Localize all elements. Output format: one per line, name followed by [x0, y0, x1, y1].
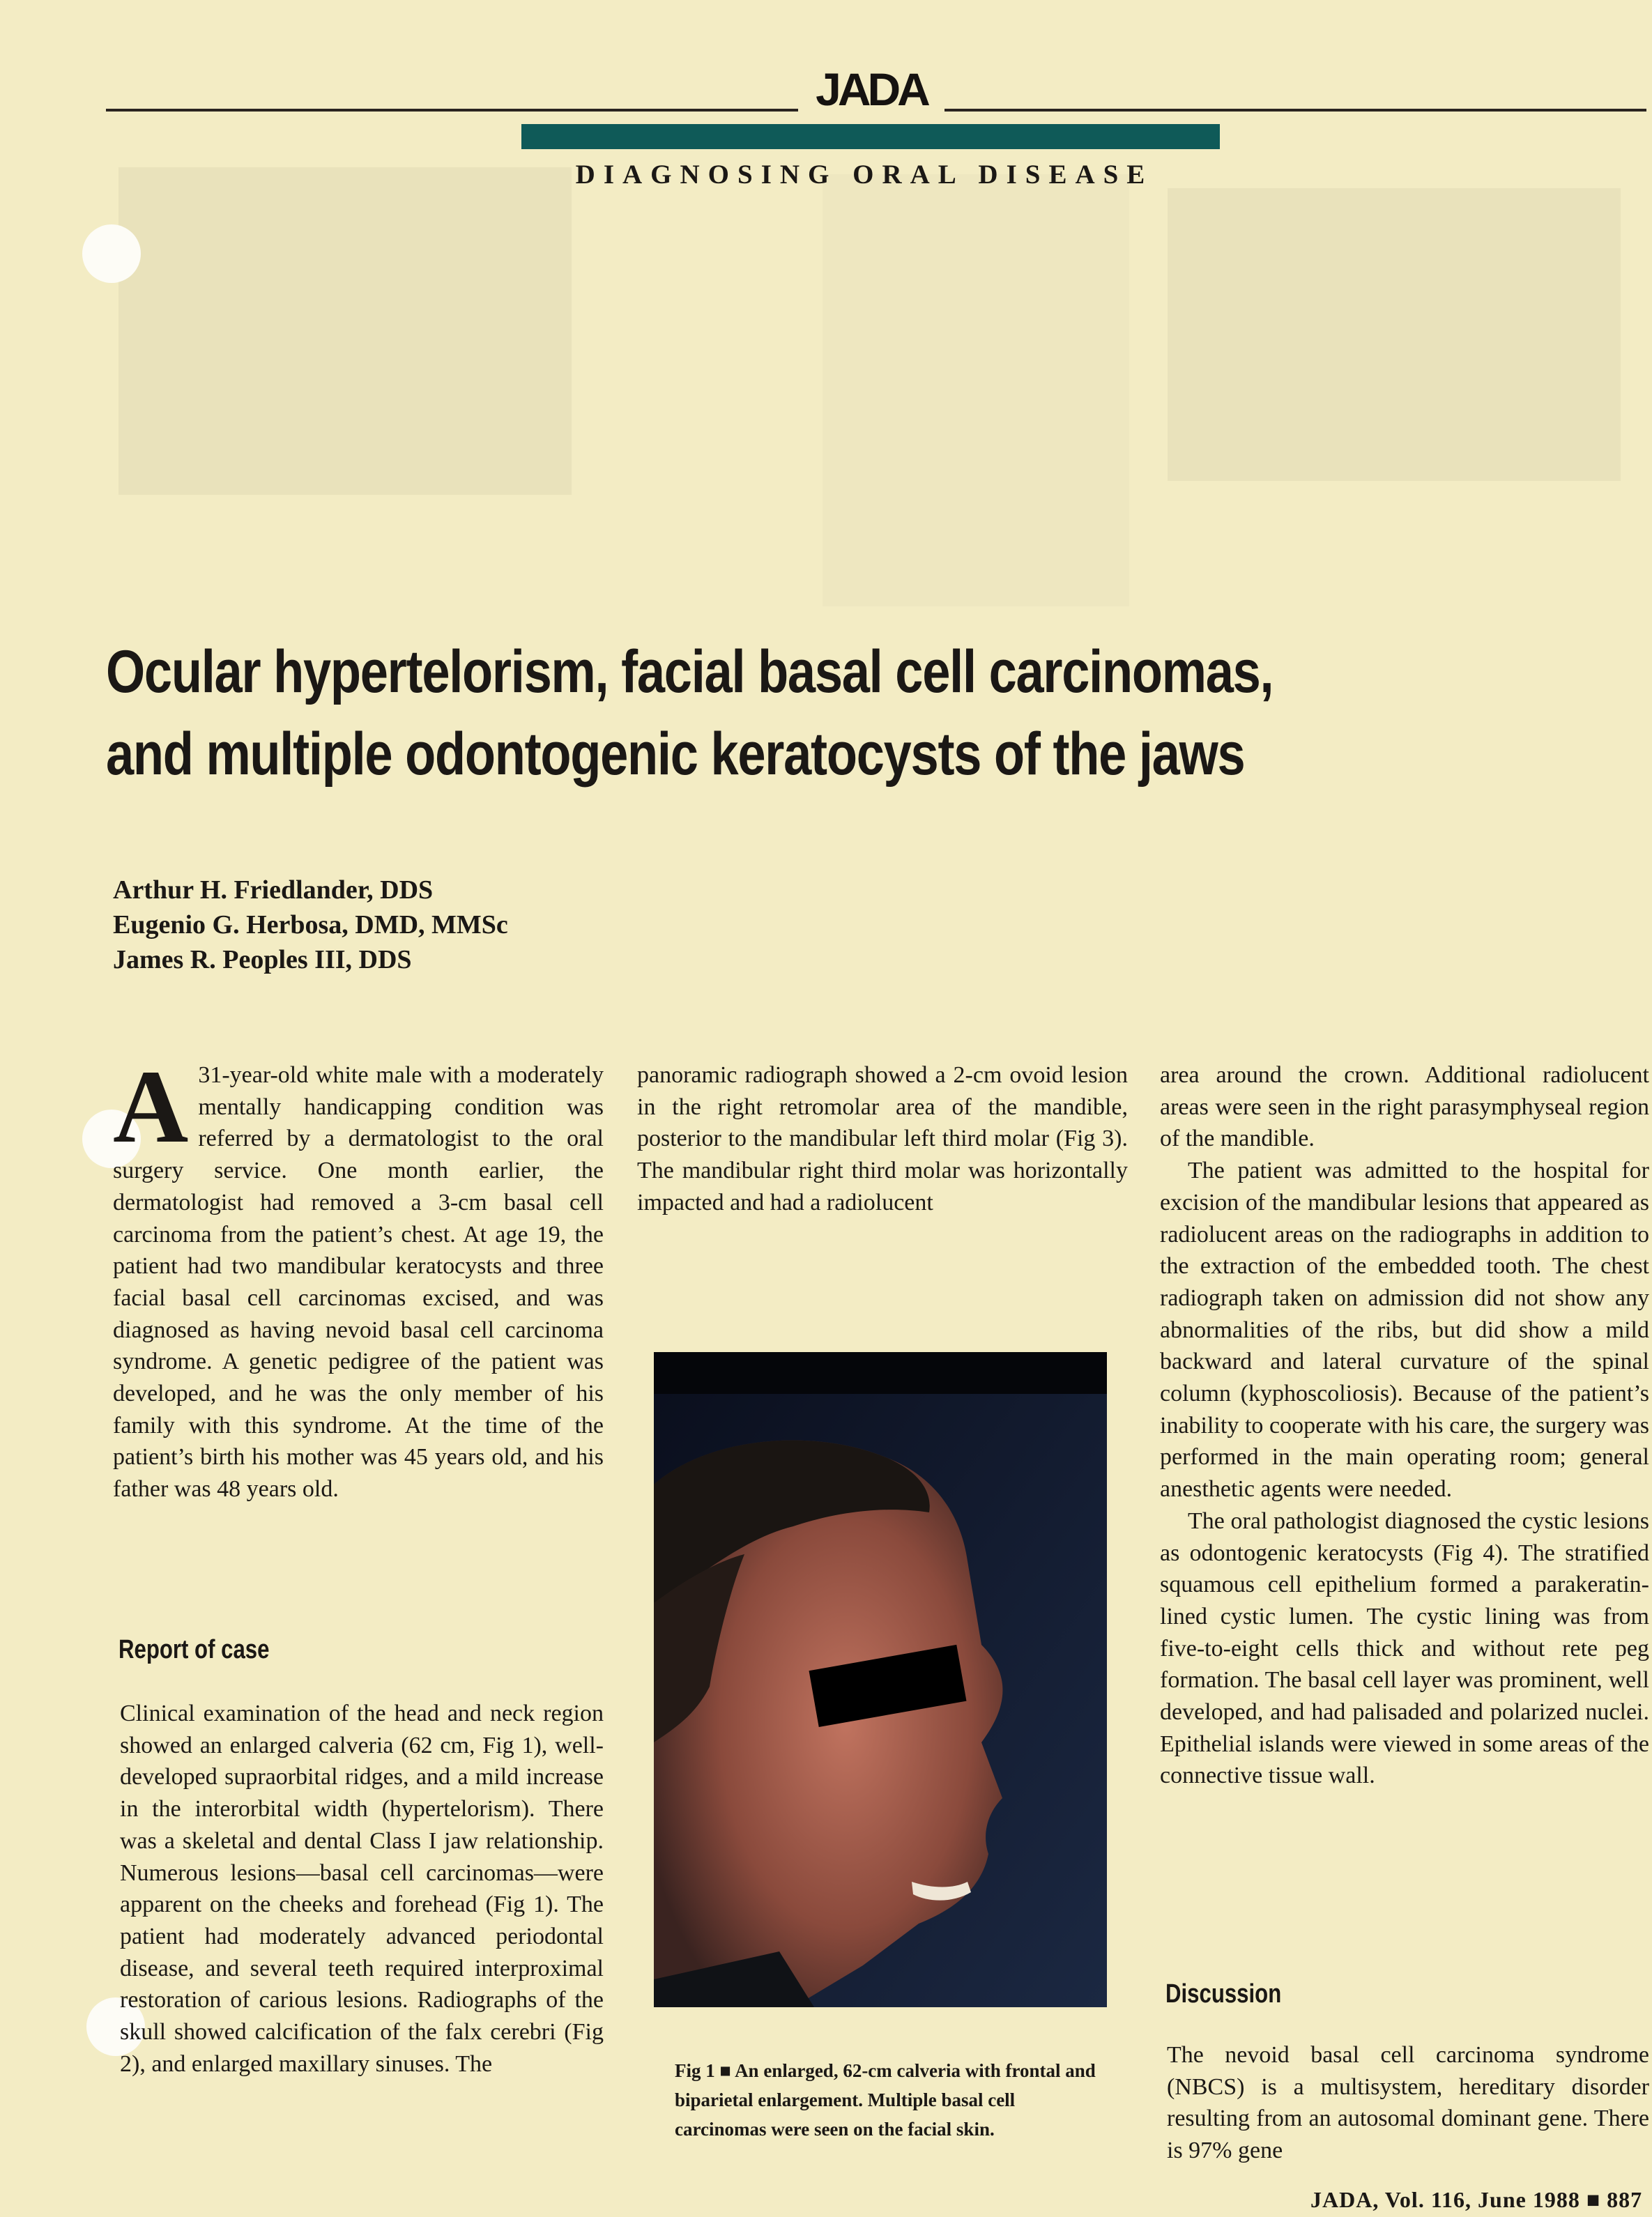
column-1-report — [120, 1698, 604, 2080]
page-footer-citation: JADA, Vol. 116, June 1988 ■ 887 — [1310, 2187, 1643, 2212]
figure-1-photo — [654, 1352, 1107, 2007]
author-1: Arthur H. Friedlander, DDS — [113, 875, 434, 905]
intro-text: 31-year-old white male with a moderately mentally handicapping condition was referred by a dermatologist to the oral surgery service. One month earlier, the dermatologist had removed a 3-cm basal cell carcinoma from the patient’s chest. At age 19, the patient had two mandibular keratocysts and three facial basal cell carcinomas excised, and was diagnosed as having nevoid basal cell carcinoma syndrome. A genetic pedigree of the patient was developed, and he was the only member of his family with this syndrome. At the time of the patient’s birth his mother was 45 years old, and his father was 48 years old. — [113, 1062, 604, 1503]
drop-cap: A — [113, 1049, 189, 1165]
author-list — [113, 873, 643, 977]
report-paragraph: Clinical examination of the head and neck region showed an enlarged calveria (62 cm, Fig 1), well-developed supraorbital ridges, and a mild increase in the interorbital width (hypertelorism). There was a skeletal and dental Class I jaw relationship. Numerous lesions—basal cell carcinomas—were apparent on the cheeks and forehead (Fig 1). The patient had moderately advanced periodontal disease, and several teeth required interproximal restoration of carious lesions. Radiographs of the skull showed calcification of the falx cerebri (Fig 2), and enlarged maxillary sinuses. The — [120, 1701, 604, 2077]
patient-profile-image — [654, 1352, 1107, 2007]
author-2: Eugenio G. Herbosa, DMD, MMSc — [113, 910, 508, 939]
figure-1-caption: Fig 1 ■ An enlarged, 62-cm calveria with frontal and biparietal enlargement. Multiple basal cell carcinomas were seen on the facial skin. — [675, 2060, 1096, 2140]
author-3: James R. Peoples III, DDS — [113, 945, 412, 974]
discussion-heading: Discussion — [1165, 1979, 1282, 2009]
discussion-paragraph: The nevoid basal cell carcinoma syndrome (NBCS) is a multisystem, hereditary disorder resulting from an autosomal dominant gene. There is 97% gene — [1167, 2042, 1649, 2164]
section-color-bar — [521, 124, 1220, 149]
jada-logo: JADA — [798, 64, 944, 114]
column-2 — [637, 1059, 1128, 1219]
binder-hole-top — [82, 224, 141, 283]
column-3-paragraph-2: The patient was admitted to the hospital for excision of the mandibular lesions that appeared as radiolucent areas on the radiographs in addition to the extraction of the embedded tooth. The chest radiograph taken on admission did not show any abnormalities of the ribs, but did show a mild backward and lateral curvature of the spinal column (kyphoscoliosis). Because of the patient’s inability to cooperate with his care, the surgery was performed in the main operating room; general anesthetic agents were needed. — [1160, 1158, 1649, 1503]
show-through-figure-right — [1168, 188, 1621, 481]
column-2-paragraph: panoramic radiograph showed a 2-cm ovoid lesion in the right retromolar area of the mandible, posterior to the mandibular left third molar (Fig 3). The mandibular right third molar was horizontally impacted and had a radiolucent — [637, 1062, 1128, 1215]
show-through-figure-left — [118, 167, 572, 495]
column-3-paragraph-1: area around the crown. Additional radiolucent areas were seen in the right parasymphyseal region of the mandible. — [1160, 1062, 1649, 1152]
report-of-case-heading: Report of case — [118, 1635, 270, 1664]
column-3-paragraph-3: The oral pathologist diagnosed the cystic lesions as odontogenic keratocysts (Fig 4). The stratified squamous cell epithelium formed a parakeratin-lined cystic lumen. The cystic lining was from five-to-eight cells thick and without rete peg formation. The basal cell layer was prominent, well developed, and had palisaded and polarized nuclei. Epithelial islands were viewed in some areas of the connective tissue wall. — [1160, 1508, 1649, 1789]
article-title-line-2: and multiple odontogenic keratocysts of the jaws — [106, 721, 1245, 788]
intro-paragraph — [113, 1049, 604, 1505]
article-title-line-1: Ocular hypertelorism, facial basal cell carcinomas, — [106, 638, 1274, 705]
section-title: DIAGNOSING ORAL DISEASE — [575, 160, 1154, 190]
article-title — [106, 631, 1370, 795]
column-3 — [1160, 1059, 1649, 1792]
show-through-text-mid — [823, 174, 1129, 606]
column-3-discussion — [1167, 2039, 1649, 2167]
column-1-intro — [113, 1049, 604, 1505]
